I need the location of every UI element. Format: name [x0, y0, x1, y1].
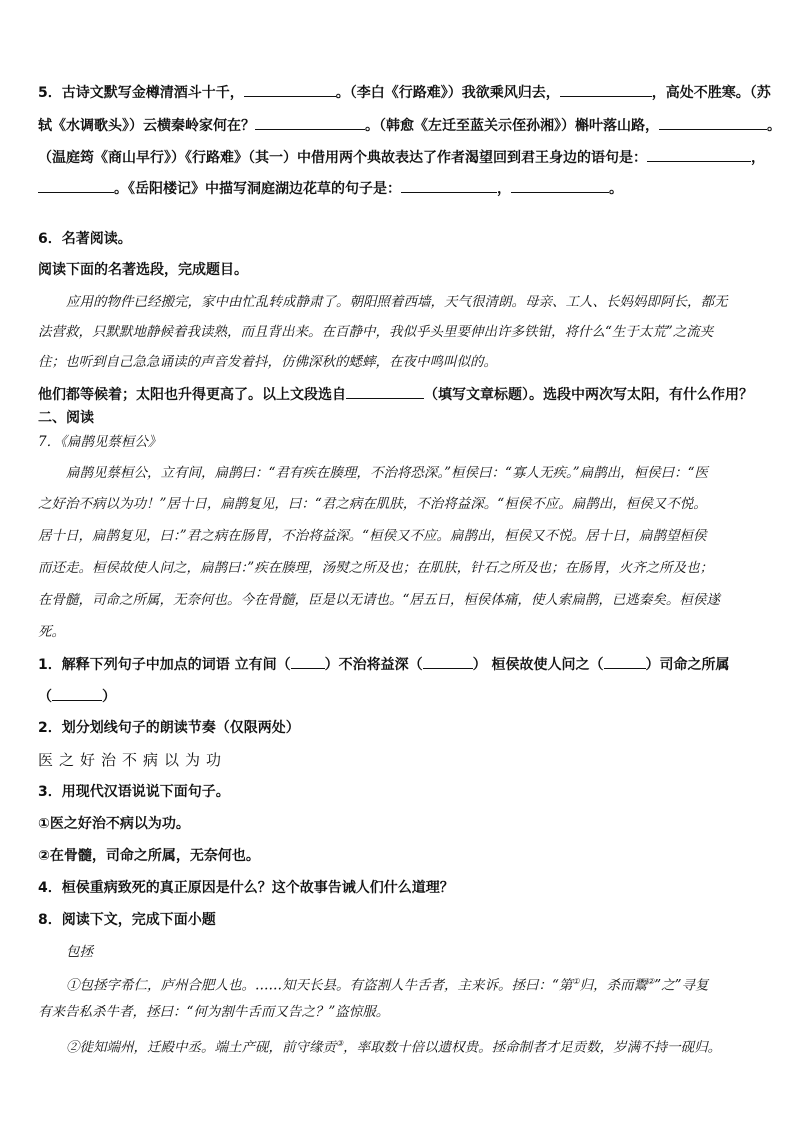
- answer-blank: [604, 654, 646, 669]
- q7-sentence-2: ②在骨髓，司命之所属，无奈何也。: [38, 848, 260, 864]
- q8-heading: 8．阅读下文，完成下面小题: [38, 912, 216, 928]
- q7-passage-line: 死。: [38, 624, 65, 640]
- q7-passage-line: 居十日，扁鹊复见，曰：”君之病在肠胃，不治将益深。“桓侯又不应。扁鹊出，桓侯又不悦。居十日，扁鹊望桓侯: [38, 528, 707, 544]
- answer-blank: [560, 82, 652, 97]
- q8-passage-line: 有来告私杀牛者，拯曰：“何为割牛舌而又告之？”盗惊服。: [38, 1004, 390, 1020]
- q7-sub1-continued: （ ）: [38, 686, 116, 707]
- q7-heading: 7．《扁鹊见蔡桓公》: [38, 434, 162, 450]
- answer-blank: [244, 82, 336, 97]
- q7-sentence-1: ①医之好治不病以为功。: [38, 816, 190, 832]
- q5-line-1: 5．古诗文默写金樽清酒斗十千， 。（李白《行路难》）我欲乘风归去， ，高处不胜寒。（苏: [38, 82, 771, 103]
- q7-sub4: 4．桓侯重病致死的真正原因是什么？这个故事告诫人们什么道理？: [38, 880, 454, 896]
- q6-passage-line: 法营救，只默默地静候着我读熟，而且背出来。在百静中，我似乎头里要伸出许多铁钳，将什么“生于太荒”之流夹: [38, 324, 714, 340]
- answer-blank: [346, 384, 424, 399]
- q6-passage-line: 应用的物件已经搬完，家中由忙乱转成静肃了。朝阳照着西墙，天气很清朗。母亲、工人、长妈妈即阿长，都无: [66, 294, 728, 310]
- q6-instruction: 阅读下面的名著选段，完成题目。: [38, 262, 248, 278]
- q7-passage-line: 而还走。桓侯故使人问之，扁鹊曰：”疾在腠理，汤熨之所及也；在肌肤，针石之所及也；在肠胃，火齐之所及也；: [38, 560, 714, 576]
- answer-blank: [647, 147, 751, 162]
- q7-passage-line: 在骨髓，司命之所属，无奈何也。今在骨髓，臣是以无请也。“居五日，桓侯体痛，使人索扁鹊，已逃秦矣。桓侯遂: [38, 592, 720, 608]
- q7-passage-line: 之好治不病以为功！”居十日，扁鹊复见，曰：“君之病在肌肤，不治将益深。“桓侯不应。扁鹊出，桓侯又不悦。: [38, 496, 707, 512]
- q5-line-4: 。《岳阳楼记》中描写洞庭湖边花草的句子是： ， 。: [38, 178, 623, 199]
- answer-blank: [423, 654, 473, 669]
- q6-passage-question: 他们都等候着；太阳也升得更高了。以上文段选自 （填写文章标题）。选段中两次写太阳，有什么作用？: [38, 384, 753, 405]
- section-heading: 二、阅读: [38, 410, 94, 426]
- answer-blank: [38, 178, 114, 193]
- answer-blank: [255, 115, 365, 130]
- q7-passage-line: 扁鹊见蔡桓公，立有间，扁鹊曰：“君有疾在腠理，不治将恐深。”桓侯曰：“寡人无疾。”扁鹊出，桓侯曰：“医: [66, 465, 709, 481]
- q7-sub2: 2．划分划线句子的朗读节奏（仅限两处）: [38, 720, 300, 736]
- q8-passage-line: ②徙知端州，迁殿中丞。端土产砚，前守缘贡③，率取数十倍以遗权贵。拯命制者才足贡数，岁满不持一砚归。: [66, 1039, 722, 1056]
- q5-line-2: 轼《水调歌头》）云横秦岭家何在？ 。（韩愈《左迁至蓝关示侄孙湘》）槲叶落山路， 。: [38, 115, 781, 136]
- q7-sentence: 医之好治不病以为功: [38, 751, 228, 769]
- answer-blank: [401, 178, 497, 193]
- answer-blank: [511, 178, 609, 193]
- q8-passage-line: ①包拯字希仁，庐州合肥人也。……知天长县。有盗割人牛舌者，主来诉。拯曰：“第①归，杀而鬻②”之”寻复: [66, 977, 709, 994]
- answer-blank: [291, 654, 325, 669]
- q8-title: 包拯: [66, 944, 93, 960]
- q6-passage-line: 住；也听到自己急急诵读的声音发着抖，仿佛深秋的蟋蟀，在夜中鸣叫似的。: [38, 354, 497, 370]
- q7-sub3: 3．用现代汉语说说下面句子。: [38, 784, 230, 800]
- q5-line-3: （温庭筠《商山早行》）《行路难》（其一）中借用两个典故表达了作者渴望回到君王身边的语句是： ，: [38, 147, 765, 168]
- answer-blank: [52, 686, 102, 701]
- q7-sub1: 1．解释下列句子中加点的词语 立有间（ ）不治将益深（ ） 桓侯故使人问之（ ）司命之所属: [38, 654, 730, 675]
- answer-blank: [659, 115, 767, 130]
- q6-heading: 6．名著阅读。: [38, 231, 132, 247]
